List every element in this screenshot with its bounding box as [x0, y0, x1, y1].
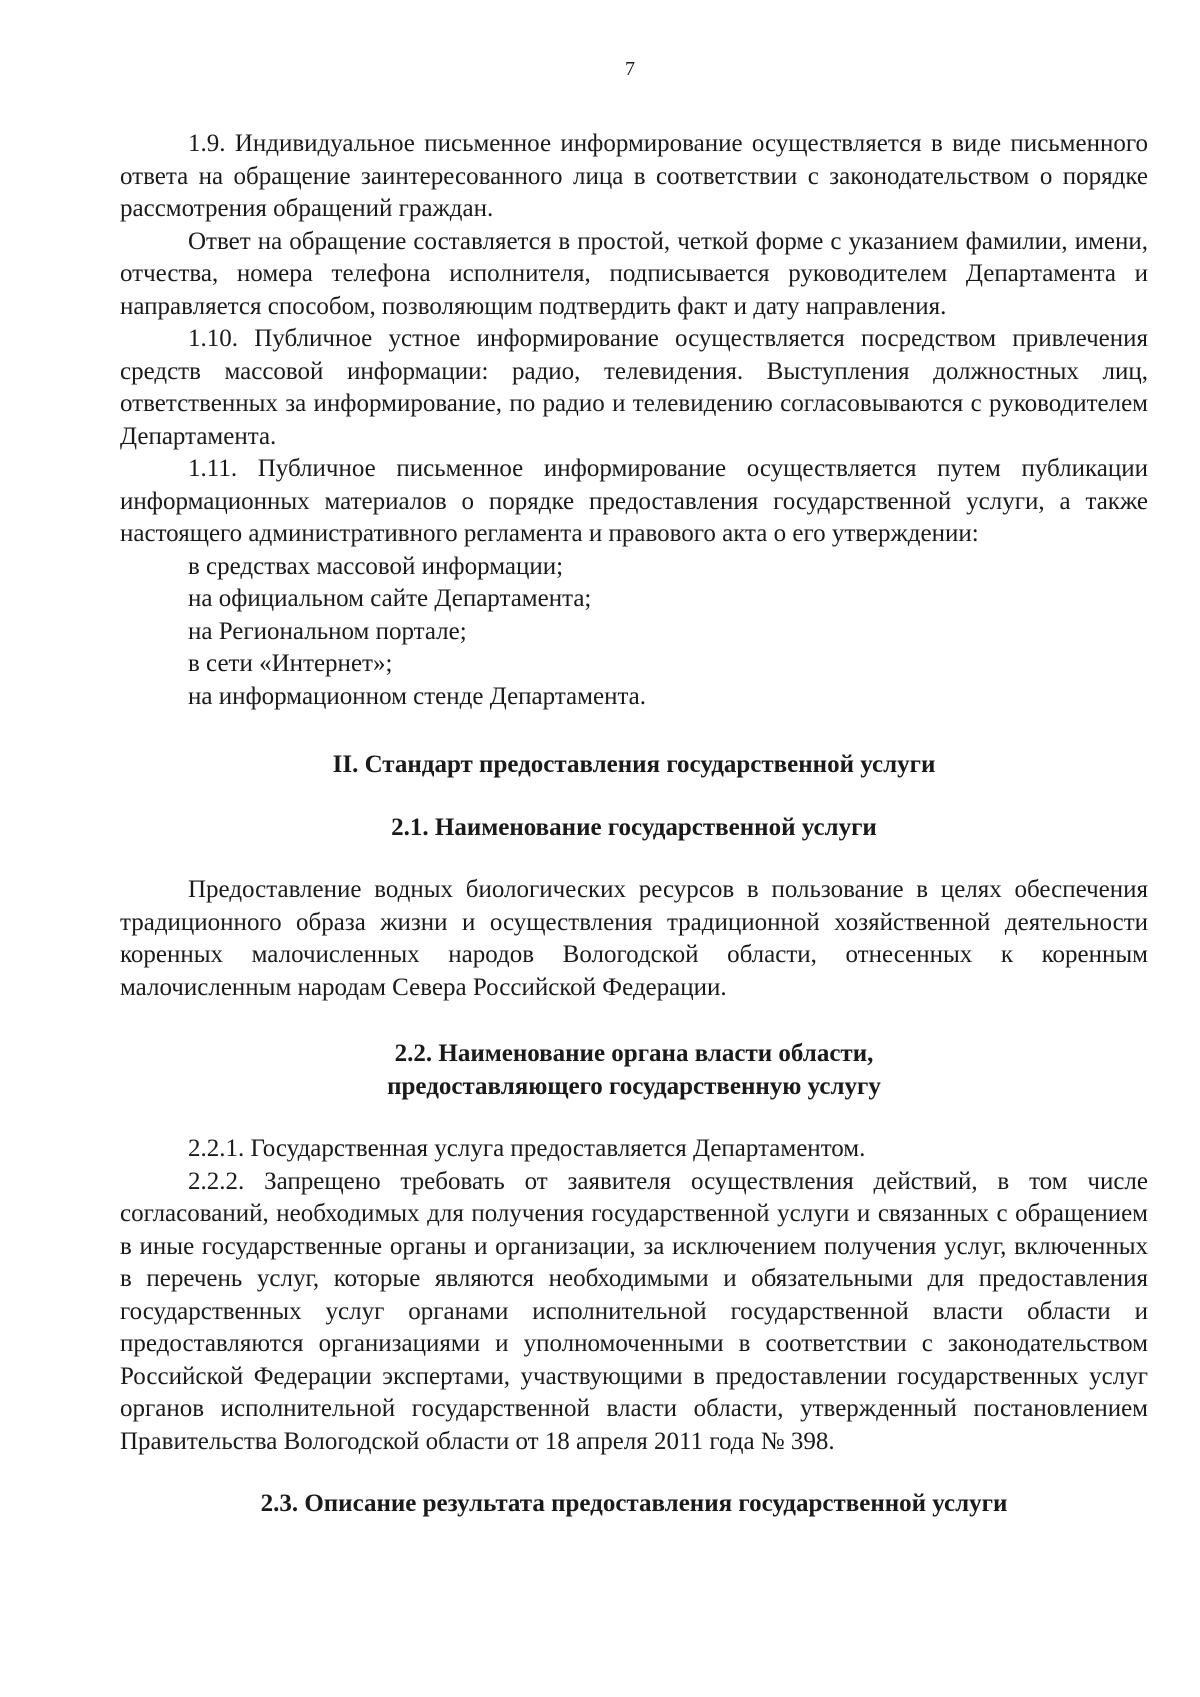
paragraph-2-1: Предоставление водных биологических ресурсов в пользование в целях обеспечения традиционного образа жизни и осуществления традиционной хозяйственной деятельности коренных малочисленных народов Вологодской области, отнесенных к коренным малочисленным народам Севера Российской Федерации.	[120, 876, 1148, 1001]
list-item: в средствах массовой информации;	[188, 552, 564, 580]
paragraph-1-10: 1.10. Публичное устное информирование осуществляется посредством привлечения средств массовой информации: радио, телевидения. Выступления должностных лиц, ответственных за информирование, по радио и телевидению согласовываются с руководителем Департамента.	[120, 325, 1148, 450]
list-item: на официальном сайте Департамента;	[188, 585, 592, 612]
paragraph-1-11: 1.11. Публичное письменное информирование осуществляется путем публикации информационных материалов о порядке предоставления государственной услуги, а также настоящего административного регламента и правового акта о его утверждении:	[120, 455, 1148, 547]
paragraph-2-2-1: 2.2.1. Государственная услуга предоставляется Департаментом.	[188, 1135, 866, 1162]
document-body	[120, 128, 1148, 1521]
paragraph-response: Ответ на обращение составляется в простой, четкой форме с указанием фамилии, имени, отчества, номера телефона исполнителя, подписывается руководителем Департамента и направляется способом, позволяющим подтвердить факт и дату направления.	[120, 227, 1148, 320]
heading-2-2-line2: предоставляющего государственную услугу	[387, 1072, 881, 1100]
heading-2-1: 2.1. Наименование государственной услуги	[391, 813, 877, 841]
heading-2-2-line1: 2.2. Наименование органа власти области,	[394, 1040, 874, 1067]
section-title: II. Стандарт предоставления государственной услуги	[332, 751, 936, 778]
list-item: на информационном стенде Департамента.	[188, 682, 647, 710]
list-item: в сети «Интернет»;	[188, 650, 393, 677]
page-number: 7	[625, 58, 635, 80]
heading-2-3: 2.3. Описание результата предоставления государственной услуги	[260, 1490, 1008, 1517]
list-item: на Региональном портале;	[188, 617, 467, 645]
paragraph-1-9: 1.9. Индивидуальное письменное информирование осуществляется в виде письменного ответа на обращение заинтересованного лица в соответствии с законодательством о порядке рассмотрения обращений граждан.	[120, 130, 1148, 222]
heading-2-2	[120, 1038, 1148, 1103]
paragraph-2-2-2: 2.2.2. Запрещено требовать от заявителя осуществления действий, в том числе согласований, необходимых для получения государственной услуги и связанных с обращением в иные государственные органы и организации, за исключением получения услуг, включенных в перечень услуг, которые являются необходимыми и обязательными для предоставления государственных услуг органами исполнительной государственной власти области и предоставляются организациями и уполномоченными в соответствии с законодательством Российской Федерации экспертами, участвующими в предоставлении государственных услуг органов исполнительной государственной власти области, утвержденный постановлением Правительства Вологодской области от 18 апреля 2011 года № 398.	[120, 1167, 1148, 1455]
